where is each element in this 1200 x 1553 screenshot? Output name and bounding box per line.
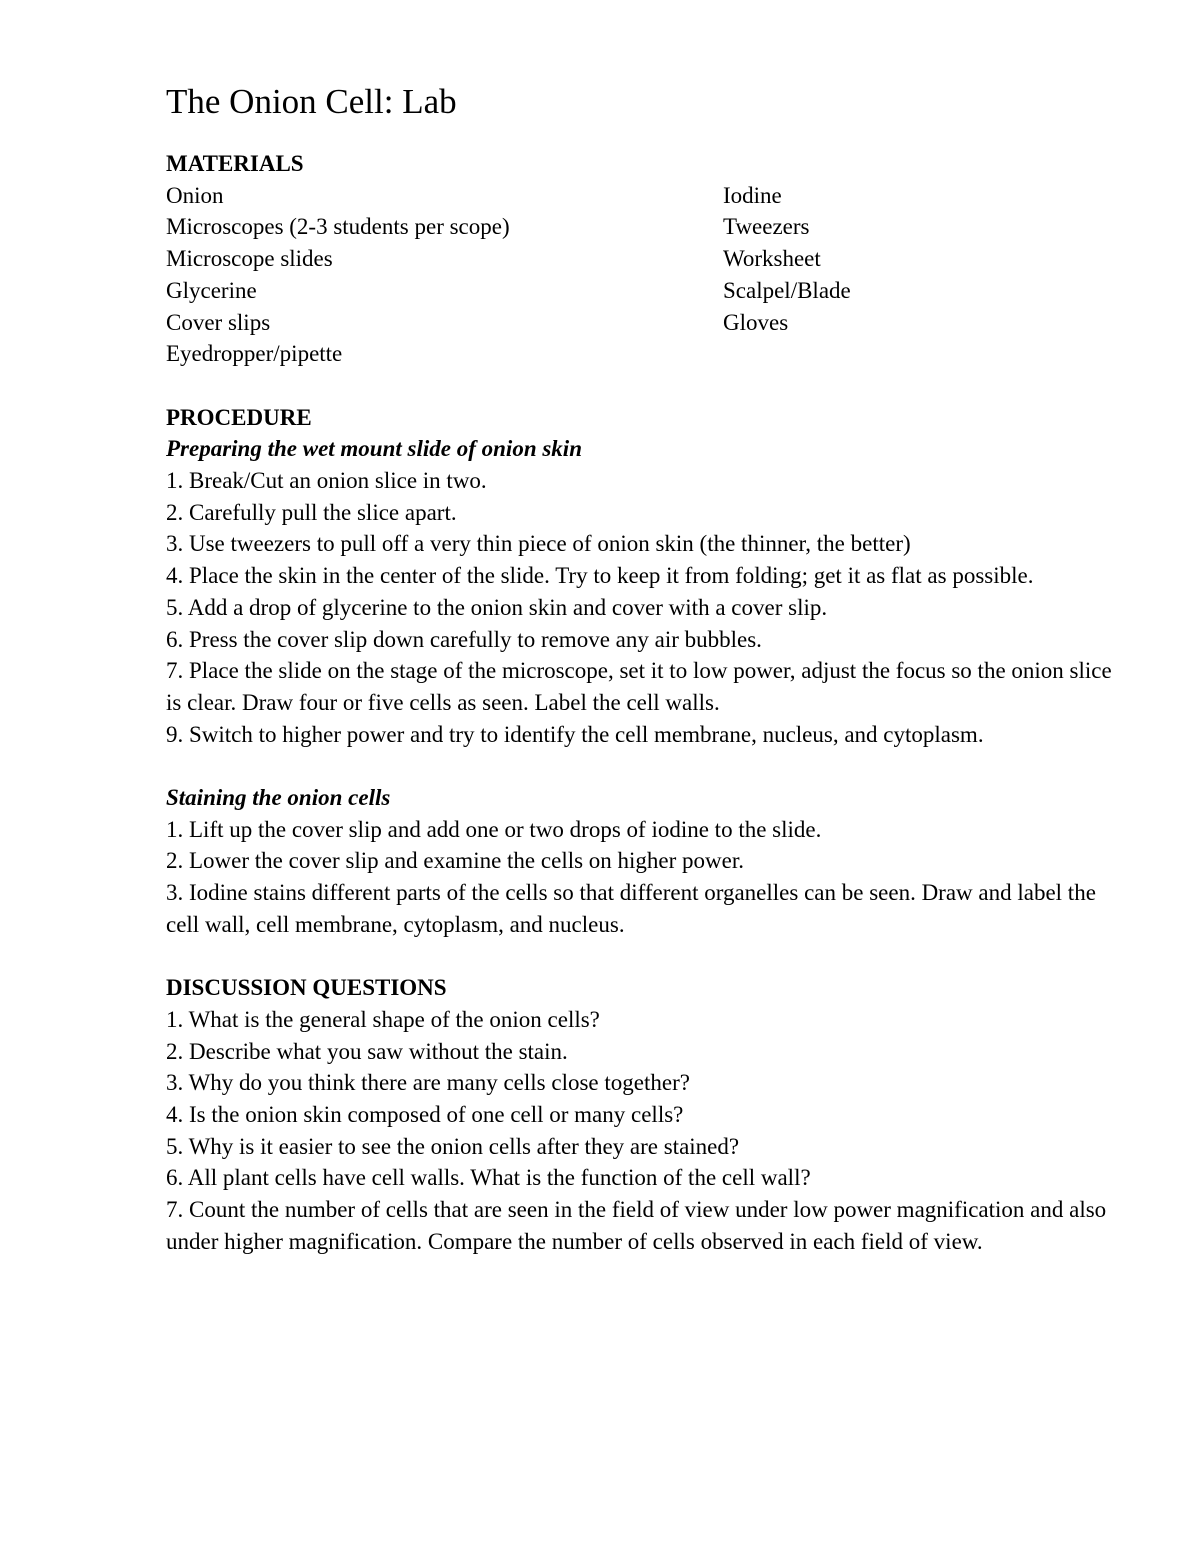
procedure-step: 7. Place the slide on the stage of the microscope, set it to low power, adjust the focus so the onion slice is clear. Draw four or five cells as seen. Label the cell walls. xyxy=(166,658,1112,715)
material-item: Microscopes (2-3 students per scope) xyxy=(166,214,510,240)
materials-list xyxy=(166,180,1126,370)
discussion-question: 5. Why is it easier to see the onion cells after they are stained? xyxy=(166,1133,740,1159)
materials-heading: MATERIALS xyxy=(166,151,304,176)
discussion-question: 7. Count the number of cells that are seen in the field of view under low power magnification and also under higher magnification. Compare the number of cells observed in each field of view. xyxy=(166,1197,1107,1254)
staining-subheading: Staining the onion cells xyxy=(166,785,391,811)
material-item: Cover slips xyxy=(166,309,271,335)
material-item: Onion xyxy=(166,182,224,208)
materials-left-column xyxy=(166,180,723,370)
discussion-question: 3. Why do you think there are many cells close together? xyxy=(166,1070,690,1096)
material-item: Microscope slides xyxy=(166,246,333,272)
materials-right-column xyxy=(723,180,1126,370)
staining-step: 1. Lift up the cover slip and add one or two drops of iodine to the slide. xyxy=(166,816,822,842)
material-item: Gloves xyxy=(723,309,789,335)
procedure-heading: PROCEDURE xyxy=(166,404,312,430)
spacer xyxy=(166,750,1126,782)
discussion-question: 6. All plant cells have cell walls. What is the function of the cell wall? xyxy=(166,1165,811,1191)
spacer xyxy=(166,941,1126,973)
page-title: The Onion Cell: Lab xyxy=(166,82,457,121)
material-item: Iodine xyxy=(723,182,782,208)
material-item: Worksheet xyxy=(723,246,821,272)
procedure-step: 9. Switch to higher power and try to identify the cell membrane, nucleus, and cytoplasm. xyxy=(166,721,984,747)
procedure-step: 2. Carefully pull the slice apart. xyxy=(166,499,457,525)
procedure-step: 5. Add a drop of glycerine to the onion skin and cover with a cover slip. xyxy=(166,594,828,620)
procedure-step: 3. Use tweezers to pull off a very thin piece of onion skin (the thinner, the better) xyxy=(166,531,911,557)
procedure-step: 6. Press the cover slip down carefully to remove any air bubbles. xyxy=(166,626,762,652)
wet-mount-steps xyxy=(166,465,1126,750)
document-page xyxy=(166,80,1126,1258)
procedure-step: 1. Break/Cut an onion slice in two. xyxy=(166,468,487,494)
staining-steps xyxy=(166,814,1126,941)
material-item: Tweezers xyxy=(723,214,810,240)
discussion-question: 1. What is the general shape of the onion cells? xyxy=(166,1006,600,1032)
material-item: Eyedropper/pipette xyxy=(166,341,343,367)
wet-mount-subheading: Preparing the wet mount slide of onion skin xyxy=(166,436,582,462)
material-item: Scalpel/Blade xyxy=(723,277,851,303)
material-item: Glycerine xyxy=(166,277,257,303)
discussion-question: 2. Describe what you saw without the stain. xyxy=(166,1038,568,1064)
discussion-question: 4. Is the onion skin composed of one cell or many cells? xyxy=(166,1102,684,1128)
staining-step: 2. Lower the cover slip and examine the cells on higher power. xyxy=(166,848,745,874)
discussion-questions xyxy=(166,1004,1126,1258)
discussion-heading: DISCUSSION QUESTIONS xyxy=(166,975,447,1001)
procedure-step: 4. Place the skin in the center of the slide. Try to keep it from folding; get it as flat as possible. xyxy=(166,563,1034,589)
spacer xyxy=(166,370,1126,402)
staining-step: 3. Iodine stains different parts of the cells so that different organelles can be seen. Draw and label the cell wall, cell membrane, cytoplasm, and nucleus. xyxy=(166,880,1096,937)
